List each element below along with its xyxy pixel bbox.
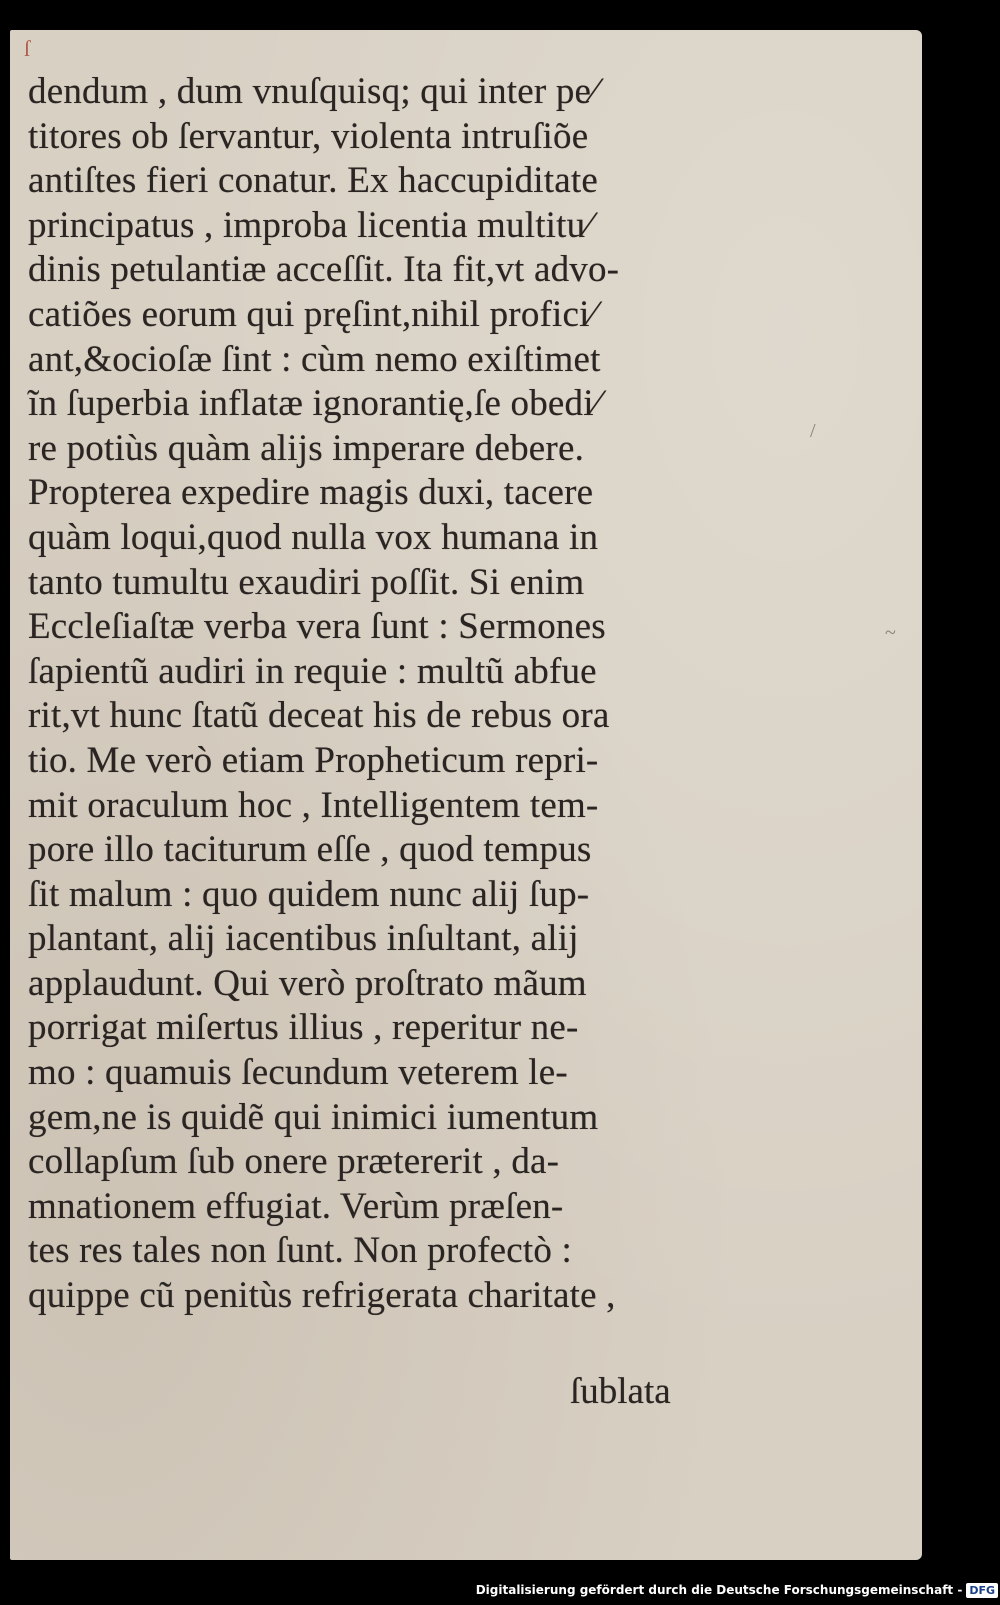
- text-line: dinis petulantiæ acceſſit. Ita fit,vt advo-: [28, 249, 620, 291]
- text-line: mit oraculum hoc , Intelligentem tem-: [28, 784, 599, 826]
- text-line: rit,vt hunc ſtatũ deceat his de rebus ora: [28, 695, 610, 737]
- text-line: collapſum ſub onere prætererit , da-: [28, 1141, 560, 1183]
- text-line: ĩn ſuperbia inflatæ ignorantię,ſe obedi⁄: [28, 383, 601, 425]
- text-line: Propterea expedire magis duxi, tacere: [28, 472, 594, 514]
- text-line: quippe cũ penitùs refrigerata charitate ,: [28, 1275, 616, 1317]
- text-line: ant,&ocioſæ ſint : cùm nemo exiſtimet: [28, 338, 601, 380]
- text-line: ſit malum : quo quidem nunc alij ſup-: [28, 873, 590, 915]
- text-block: [28, 70, 728, 1319]
- text-line: catiões eorum qui pręſint,nihil profici⁄: [28, 293, 597, 335]
- text-line: tes res tales non ſunt. Non profectò :: [28, 1230, 572, 1272]
- text-line: re potiùs quàm alijs imperare debere.: [28, 427, 585, 469]
- stray-mark: /: [810, 420, 816, 442]
- text-line: applaudunt. Qui verò proſtrato mãum: [28, 962, 587, 1004]
- text-line: antiſtes fieri conatur. Ex haccupiditate: [28, 160, 598, 202]
- text-line: titores ob ſervantur, violenta intruſiõe: [28, 115, 589, 157]
- text-line: tanto tumultu exaudiri poſſit. Si enim: [28, 561, 585, 603]
- text-line: pore illo taciturum eſſe , quod tempus: [28, 829, 592, 871]
- text-line: porrigat miſertus illius , reperitur ne-: [28, 1007, 579, 1049]
- book-page: [10, 30, 922, 1560]
- text-line: principatus , improba licentia multitu⁄: [28, 204, 592, 246]
- text-line: gem,ne is quidẽ qui inimici iumentum: [28, 1096, 599, 1138]
- catchword: ſublata: [570, 1371, 671, 1412]
- text-line: quàm loqui,quod nulla vox humana in: [28, 516, 599, 558]
- text-line: Eccleſiaſtæ verba vera ſunt : Sermones: [28, 606, 606, 648]
- text-line: mnationem effugiat. Verùm præſen-: [28, 1185, 564, 1227]
- corner-mark: ſ: [24, 36, 31, 61]
- footer: [476, 1577, 998, 1603]
- text-line: mo : quamuis ſecundum veterem le-: [28, 1052, 568, 1094]
- text-line: plantant, alij iacentibus inſultant, alij: [28, 918, 579, 960]
- text-line: tio. Me verò etiam Propheticum repri-: [28, 739, 599, 781]
- dfg-logo: DFG: [966, 1583, 998, 1598]
- stray-mark: ~: [885, 622, 896, 644]
- text-line: ſapientũ audiri in requie : multũ abfue: [28, 650, 597, 692]
- text-line: dendum , dum vnuſquisq; qui inter pe⁄: [28, 71, 598, 112]
- footer-credit: Digitalisierung gefördert durch die Deutsche Forschungsgemeinschaft -: [475, 1583, 963, 1597]
